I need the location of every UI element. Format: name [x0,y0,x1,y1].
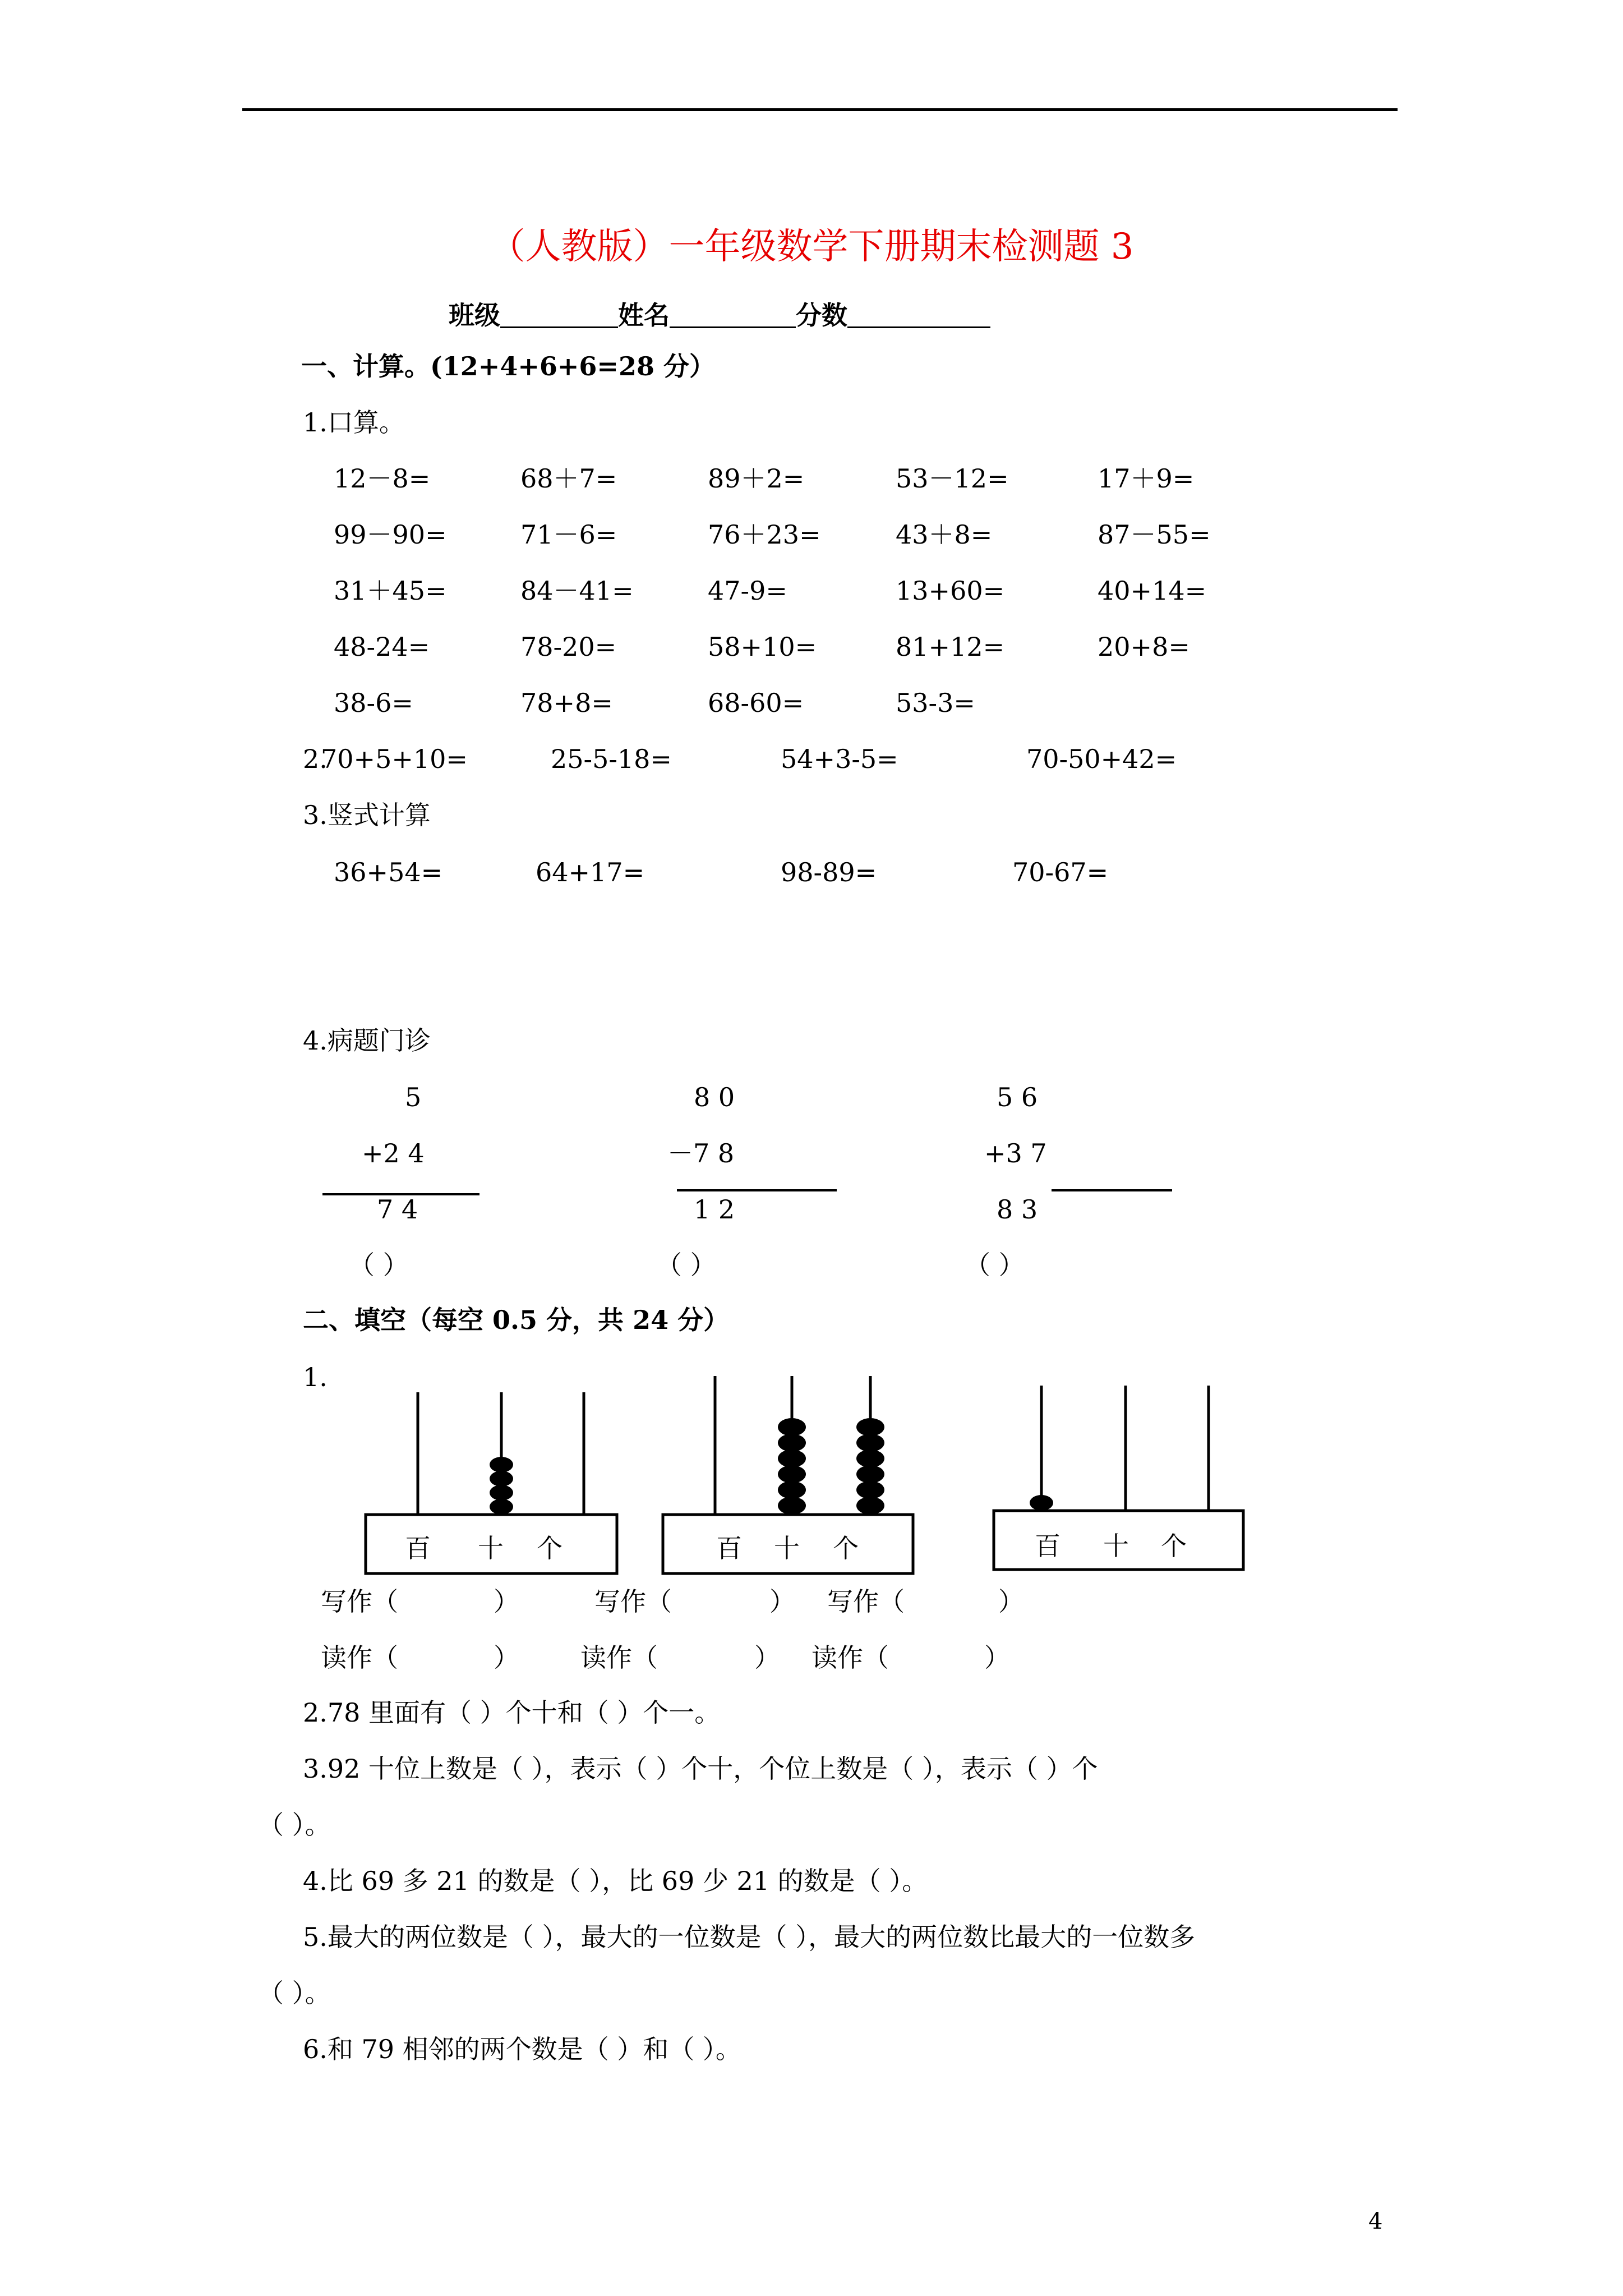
mental-math-item: 47-9= [708,576,787,606]
mental-math-item: 40+14= [1098,576,1207,606]
tens-label: 十 [478,1533,504,1563]
question-5-line2: （ ）。 [258,1978,331,2008]
section2-heading: 二、填空（每空 0.5 分，共 24 分） [303,1305,730,1335]
question-4: 4.比 69 多 21 的数是（ ），比 69 少 21 的数是（ ）。 [303,1866,928,1896]
class-label: 班级 [449,300,500,330]
abacus-bead [778,1465,806,1483]
name-label: 姓名 [618,300,670,330]
s2-q1-label: 1. [303,1362,328,1392]
q3-label: 3.竖式计算 [303,800,431,830]
hundreds-label: 百 [1035,1531,1061,1561]
section1-heading: 一、计算。(12+4+6+6=28 分） [301,351,715,381]
mental-math-item: 76＋23= [708,519,821,550]
problem-result: 8 3 [997,1194,1038,1225]
write-label: 写作（ [827,1586,905,1617]
q2-item: 54+3-5= [781,744,898,774]
mental-math-item: 99－90= [334,519,447,550]
abacus-bead [778,1418,806,1436]
vertical-calc-item: 36+54= [334,857,443,887]
mental-math-item: 53-3= [896,688,975,718]
read-close: ） [984,1642,1010,1673]
abacus-bead [778,1497,806,1515]
read-label: 读作（ [580,1642,658,1673]
abacus-bead [490,1499,513,1515]
tens-label: 十 [774,1533,800,1563]
read-label: 读作（ [811,1642,889,1673]
mental-math-item: 13+60= [896,576,1005,606]
abacus-bead [490,1485,513,1501]
problem-top: 8 0 [694,1082,735,1112]
problem-top: 5 [405,1082,422,1112]
mental-math-item: 38-6= [334,688,413,718]
abacus-bead [856,1434,884,1452]
mental-math-item: 58+10= [708,632,817,662]
abacus-bead [778,1450,806,1467]
read-close: ） [494,1642,519,1673]
mental-math-item: 68-60= [708,688,804,718]
q2-label: 2. [303,744,328,774]
mental-math-item: 78+8= [520,688,613,718]
q2-item: 70+5+10= [321,744,468,774]
question-3-line2: （ ）。 [258,1810,331,1840]
hundreds-label: 百 [405,1533,431,1563]
question-3-line1: 3.92 十位上数是（ ），表示（ ）个十，个位上数是（ ），表示（ ）个 [303,1754,1098,1784]
abacus-bead [856,1481,884,1499]
question-2: 2.78 里面有（ ）个十和（ ）个一。 [303,1697,721,1728]
problem-top: 5 6 [997,1082,1038,1112]
write-label: 写作（ [594,1586,672,1617]
mental-math-item: 84－41= [520,576,634,606]
mental-math-item: 87－55= [1098,519,1211,550]
abacus-bead [490,1457,513,1473]
problem-operand: +2 4 [362,1138,425,1168]
q4-label: 4.病题门诊 [303,1025,431,1056]
mental-math-item: 17＋9= [1098,463,1195,494]
abacus-bead [856,1497,884,1515]
mental-math-item: 68＋7= [520,463,617,494]
problem-operand: －7 8 [667,1138,735,1168]
page-title: （人教版）一年级数学下册期末检测题 3 [489,226,1134,268]
mental-math-item: 48-24= [334,632,430,662]
problem-operand: +3 7 [984,1138,1047,1168]
ones-label: 个 [537,1533,562,1563]
read-label: 读作（ [321,1642,398,1673]
vertical-calc-item: 98-89= [781,857,877,887]
mental-math-item: 43＋8= [896,519,993,550]
question-6: 6.和 79 相邻的两个数是（ ）和（ ）。 [303,2034,741,2064]
abacus-bead [856,1418,884,1436]
abacus-bead [778,1481,806,1499]
mental-math-item: 31＋45= [334,576,447,606]
q2-item: 25-5-18= [551,744,672,774]
write-close: ） [769,1586,795,1617]
ones-label: 个 [1161,1531,1187,1561]
mental-math-item: 53－12= [896,463,1009,494]
abacus-bead [856,1465,884,1483]
q2-item: 70-50+42= [1026,744,1177,774]
mental-math-item: 12－8= [334,463,431,494]
problem-result: 1 2 [694,1194,735,1225]
judgment-blank[interactable]: （ ） [965,1250,1025,1280]
abacus-bead [856,1450,884,1467]
mental-math-item: 78-20= [520,632,617,662]
mental-math-item: 81+12= [896,632,1005,662]
q1-label: 1.口算。 [303,407,405,438]
vertical-calc-item: 64+17= [536,857,645,887]
judgment-blank[interactable]: （ ） [349,1250,409,1280]
vertical-calc-item: 70-67= [1012,857,1109,887]
problem-result: 7 4 [377,1194,418,1225]
page-number: 4 [1368,2208,1383,2234]
abacus-bead [490,1471,513,1487]
abacus-bead [1030,1495,1053,1511]
read-close: ） [754,1642,780,1673]
ones-label: 个 [833,1533,859,1563]
mental-math-item: 89＋2= [708,463,805,494]
write-close: ） [998,1586,1024,1617]
mental-math-item: 20+8= [1098,632,1190,662]
write-label: 写作（ [321,1586,398,1617]
write-close: ） [494,1586,519,1617]
score-label: 分数 [796,300,847,330]
abacus-bead [778,1434,806,1452]
mental-math-item: 71－6= [520,519,617,550]
question-5-line1: 5.最大的两位数是（ ），最大的一位数是（ ），最大的两位数比最大的一位数多 [303,1922,1196,1952]
tens-label: 十 [1103,1531,1129,1561]
hundreds-label: 百 [716,1533,742,1563]
judgment-blank[interactable]: （ ） [656,1250,716,1280]
